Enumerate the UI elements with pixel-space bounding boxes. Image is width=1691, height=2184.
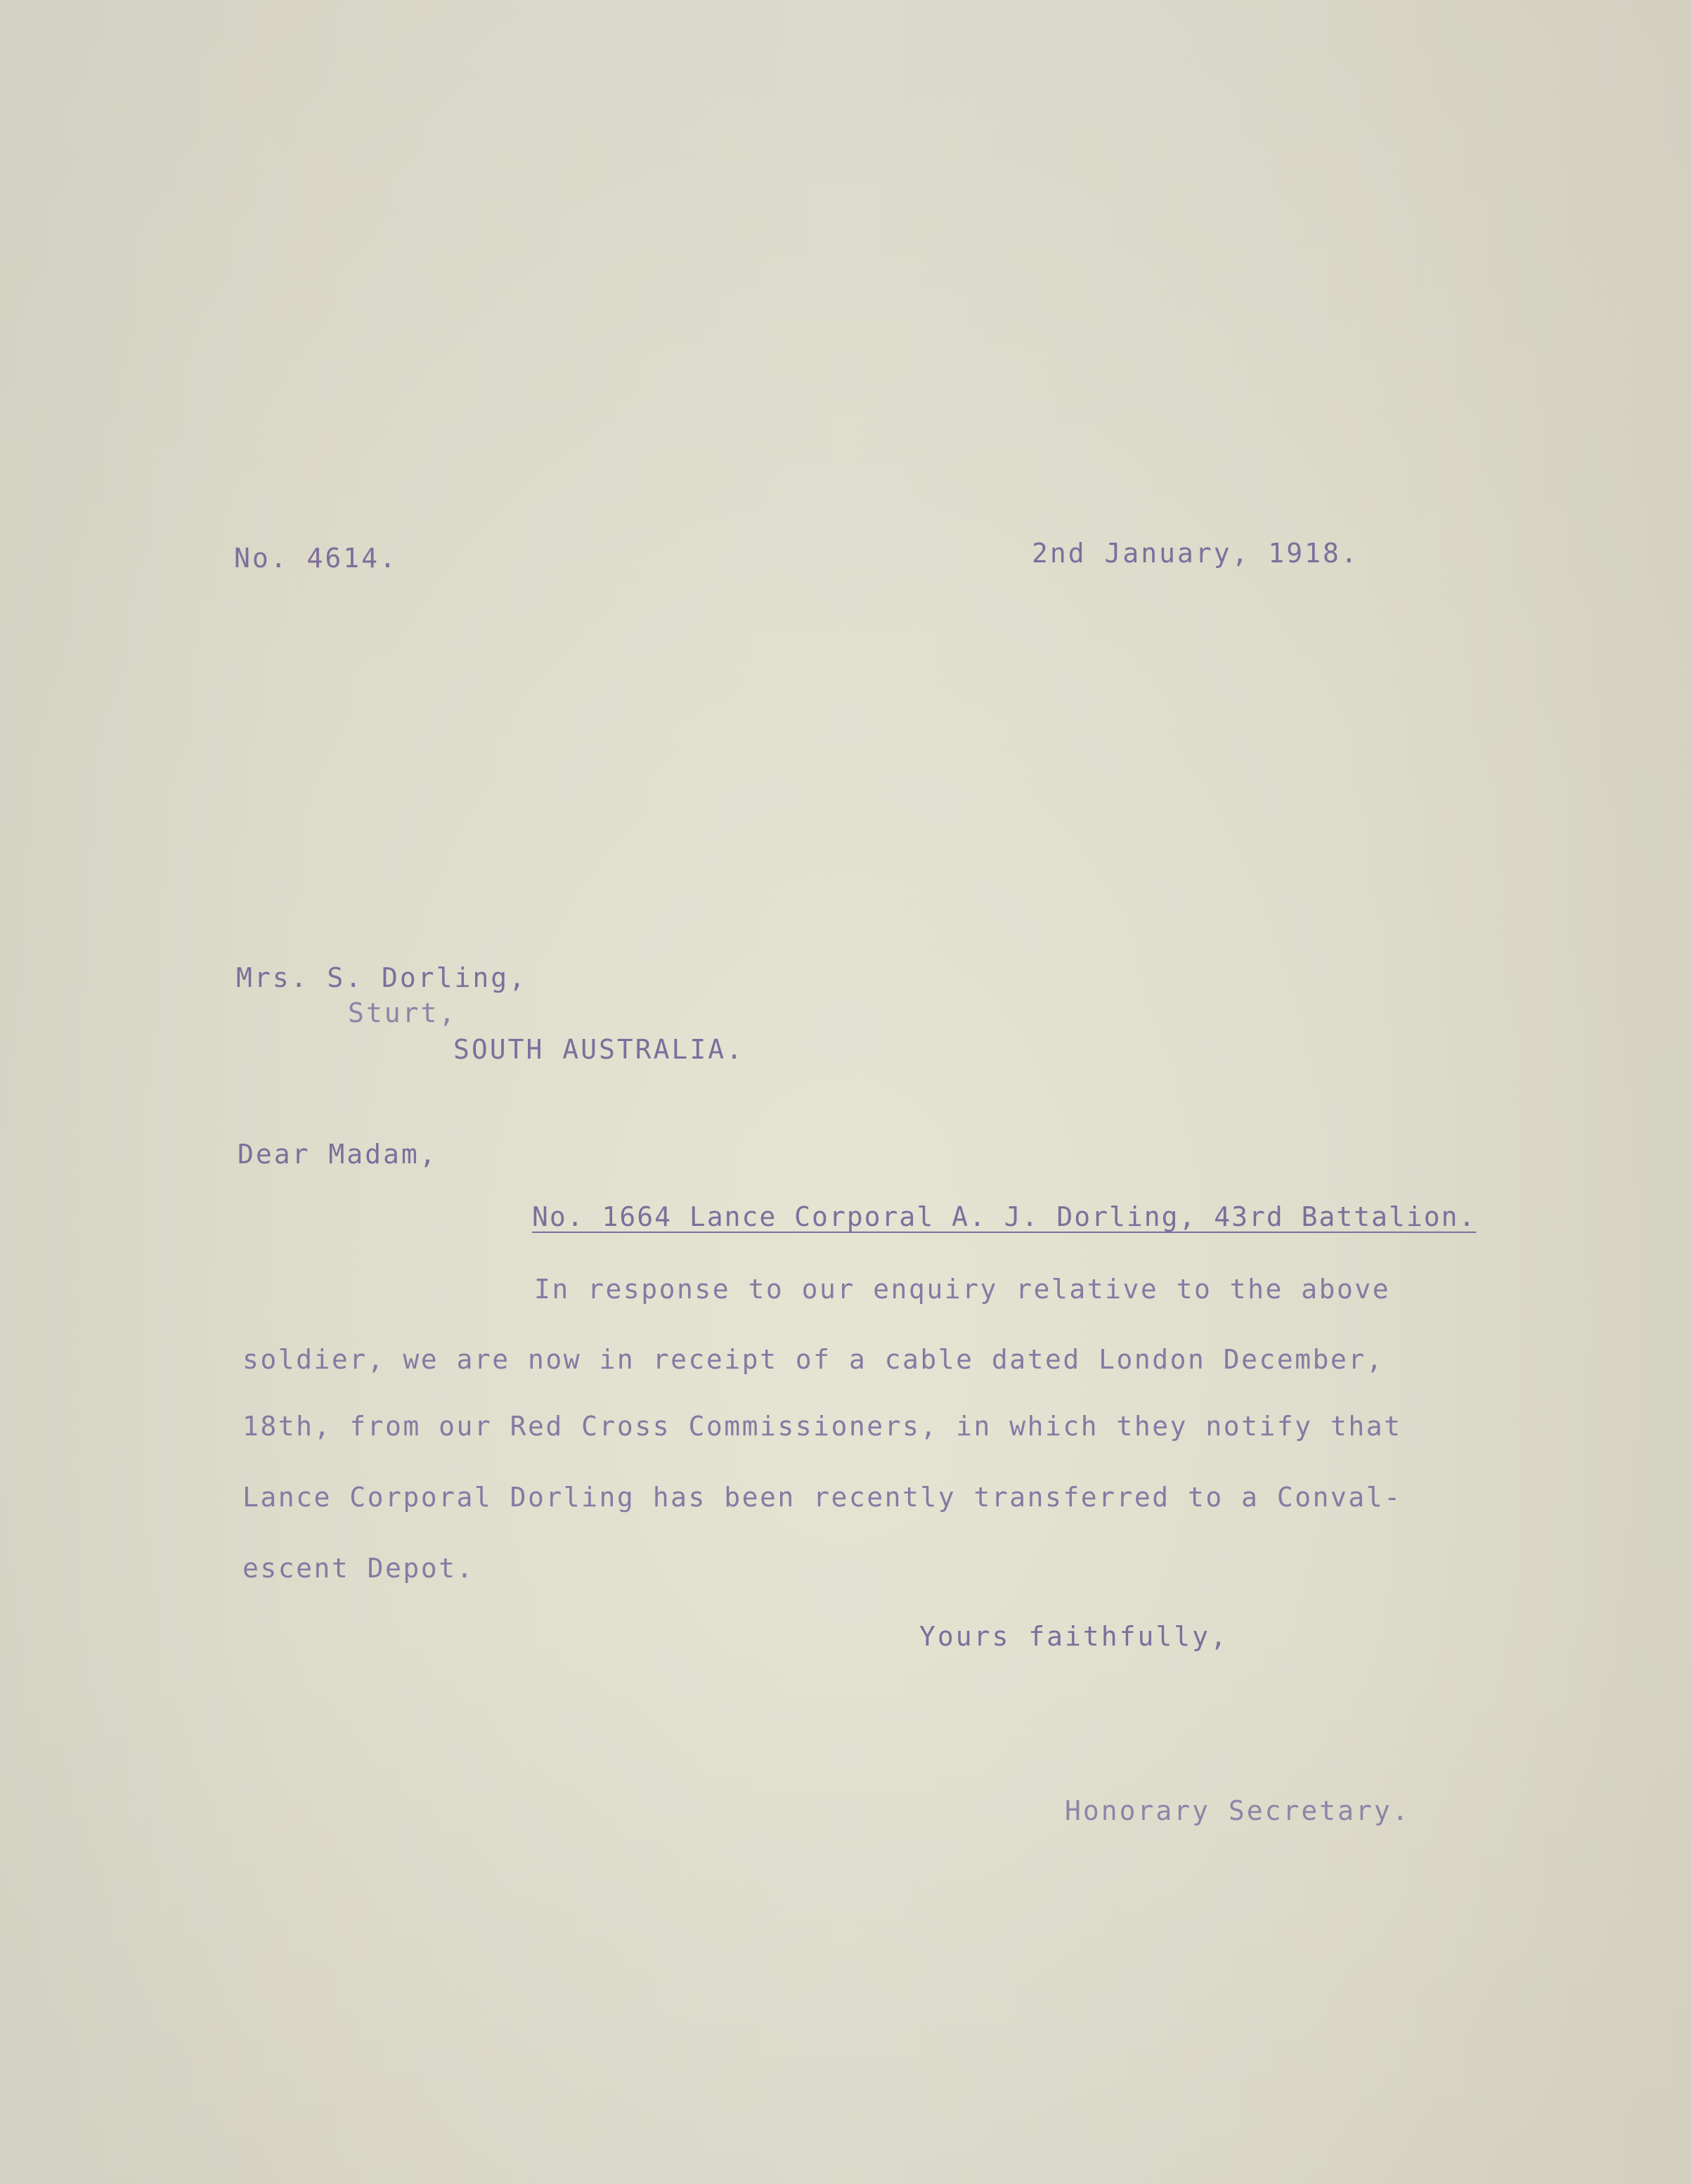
body-line-4: Lance Corporal Dorling has been recently transferred to a Conval- (242, 1482, 1402, 1513)
salutation: Dear Madam, (238, 1139, 438, 1170)
body-line-2: soldier, we are now in receipt of a cable dated London December, (242, 1344, 1385, 1375)
reference-number: No. 4614. (234, 543, 398, 574)
recipient-town: Sturt, (348, 997, 458, 1028)
body-line-5: escent Depot. (242, 1553, 474, 1584)
closing: Yours faithfully, (919, 1621, 1229, 1652)
recipient-state: SOUTH AUSTRALIA. (453, 1034, 745, 1065)
recipient-name: Mrs. S. Dorling, (236, 962, 528, 993)
subject-line: No. 1664 Lance Corporal A. J. Dorling, 43rd Battalion. (532, 1201, 1477, 1232)
letter-date: 2nd January, 1918. (1032, 538, 1359, 569)
body-line-1: In response to our enquiry relative to the above (534, 1274, 1391, 1305)
signatory-title: Honorary Secretary. (1065, 1795, 1411, 1826)
body-line-3: 18th, from our Red Cross Commissioners, in which they notify that (242, 1411, 1402, 1442)
